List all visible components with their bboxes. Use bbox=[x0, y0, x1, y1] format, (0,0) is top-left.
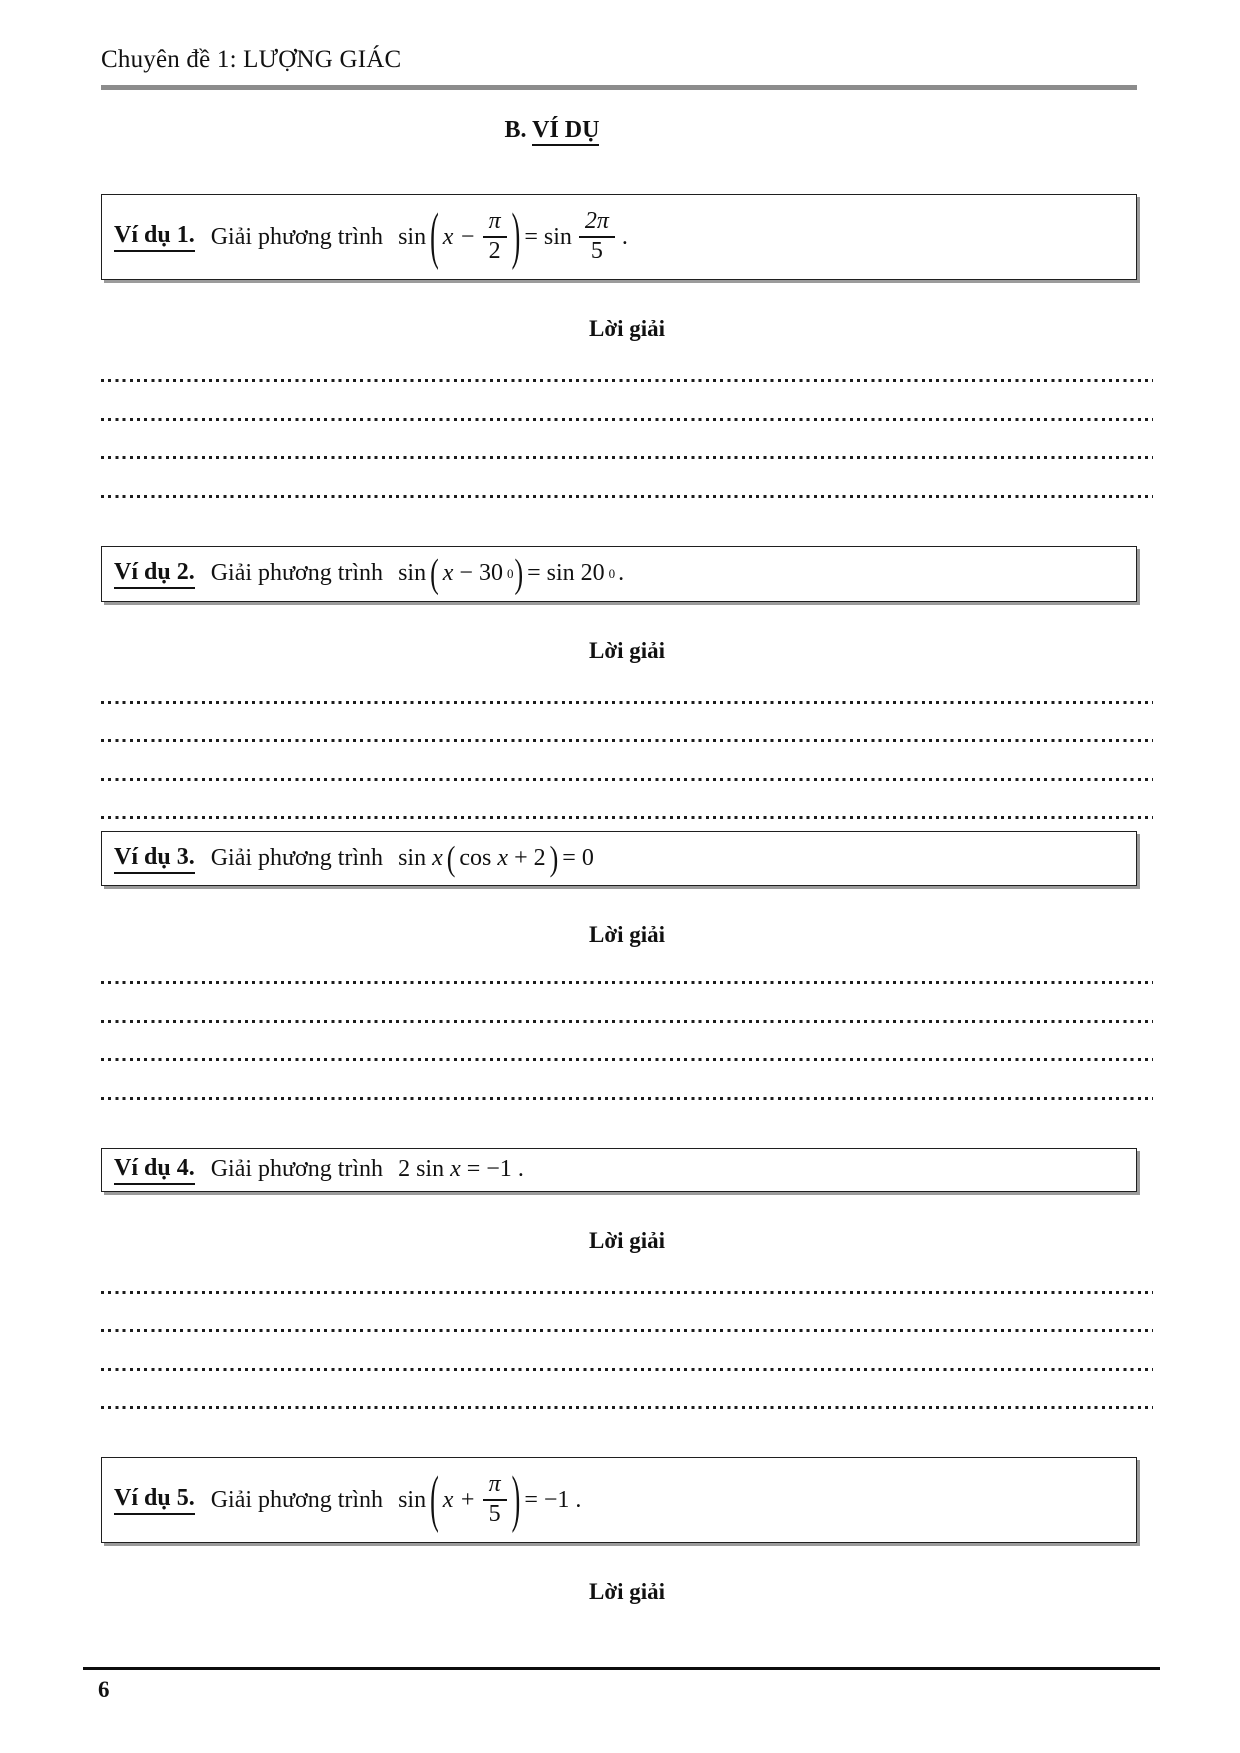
example-1-label: Ví dụ 1. bbox=[114, 222, 195, 252]
right-paren-icon: ) bbox=[511, 200, 521, 272]
example-2 bbox=[101, 546, 1153, 820]
formula-term: + 2 bbox=[514, 845, 546, 871]
period: . bbox=[575, 1486, 582, 1513]
left-paren-icon: ( bbox=[430, 200, 439, 272]
equals-sin: = sin bbox=[524, 223, 572, 250]
answer-lines bbox=[101, 981, 1153, 1100]
solution-label: Lời giải bbox=[589, 922, 665, 947]
answer-line bbox=[101, 1097, 1153, 1100]
fraction-numerator: 2π bbox=[584, 208, 609, 235]
answer-line bbox=[101, 495, 1153, 498]
example-4-label: Ví dụ 4. bbox=[114, 1155, 195, 1185]
left-paren-icon: ( bbox=[430, 1463, 439, 1535]
answer-line bbox=[101, 456, 1153, 459]
example-5-label: Ví dụ 5. bbox=[114, 1485, 195, 1515]
solution-label: Lời giải bbox=[589, 1227, 665, 1253]
page-number: 6 bbox=[98, 1676, 110, 1702]
left-paren-icon: ( bbox=[446, 838, 456, 878]
answer-line bbox=[101, 1329, 1153, 1332]
sin-function: sin bbox=[398, 845, 427, 871]
fraction-denominator: 5 bbox=[579, 236, 615, 265]
right-paren-icon: ) bbox=[514, 550, 524, 596]
example-5-prompt: Giải phương trình bbox=[210, 1486, 384, 1513]
answer-line bbox=[101, 739, 1153, 742]
equals-zero: = 0 bbox=[562, 845, 594, 871]
equals-term: = −1 bbox=[524, 1486, 570, 1513]
example-2-box bbox=[101, 546, 1137, 602]
answer-line bbox=[101, 701, 1153, 704]
example-5 bbox=[101, 1457, 1153, 1605]
fraction bbox=[483, 1472, 507, 1528]
solution-label: Lời giải bbox=[589, 1579, 665, 1604]
answer-line bbox=[101, 379, 1153, 382]
example-1-prompt: Giải phương trình bbox=[210, 223, 384, 250]
period: . bbox=[621, 223, 628, 250]
sin-function: sin bbox=[398, 1486, 427, 1513]
formula-argument: x bbox=[432, 845, 443, 871]
fraction-denominator: 5 bbox=[483, 1499, 507, 1528]
footer-rule bbox=[83, 1667, 1160, 1670]
answer-lines bbox=[101, 1291, 1153, 1410]
example-3-box bbox=[101, 831, 1137, 886]
right-paren-icon: ) bbox=[511, 1463, 521, 1535]
answer-line bbox=[101, 1368, 1153, 1371]
coefficient: 2 bbox=[398, 1156, 411, 1182]
document-header-title: Chuyên đề 1: LƯỢNG GIÁC bbox=[101, 46, 402, 73]
example-1-formula bbox=[395, 200, 631, 272]
formula-argument: x bbox=[450, 1156, 461, 1182]
answer-lines bbox=[101, 379, 1153, 498]
example-4 bbox=[101, 1148, 1153, 1410]
answer-line bbox=[101, 816, 1153, 819]
formula-argument: x bbox=[442, 560, 454, 586]
period: . bbox=[517, 1156, 524, 1182]
formula-argument: x + bbox=[442, 1486, 476, 1513]
right-paren-icon: ) bbox=[549, 838, 559, 878]
formula-term: − 30 bbox=[459, 560, 503, 586]
answer-line bbox=[101, 1406, 1153, 1409]
sin-function: sin bbox=[398, 560, 427, 586]
example-4-box bbox=[101, 1148, 1137, 1192]
section-heading bbox=[101, 117, 1153, 144]
example-3 bbox=[101, 831, 1153, 1100]
answer-lines bbox=[101, 701, 1153, 820]
formula-argument: x bbox=[497, 845, 509, 871]
fraction-denominator: 2 bbox=[483, 236, 507, 265]
example-5-formula bbox=[395, 1463, 584, 1535]
fraction bbox=[483, 209, 507, 265]
example-4-prompt: Giải phương trình bbox=[210, 1156, 384, 1182]
example-4-formula bbox=[395, 1156, 527, 1183]
example-1-box bbox=[101, 194, 1137, 280]
answer-line bbox=[101, 418, 1153, 421]
fraction-numerator: π bbox=[488, 208, 501, 235]
sin-function: sin bbox=[416, 1156, 445, 1182]
example-2-formula: sin ( x − 30 0 ) = sin 20 0 . bbox=[398, 550, 625, 596]
solution-label: Lời giải bbox=[589, 637, 665, 663]
example-1 bbox=[101, 194, 1153, 498]
formula-argument: x − bbox=[442, 223, 476, 250]
answer-line bbox=[101, 1058, 1153, 1061]
left-paren-icon: ( bbox=[430, 550, 439, 596]
example-2-label: Ví dụ 2. bbox=[114, 559, 195, 589]
example-3-label: Ví dụ 3. bbox=[114, 844, 195, 874]
answer-line bbox=[101, 778, 1153, 781]
answer-line bbox=[101, 1020, 1153, 1023]
page-footer bbox=[83, 1667, 1160, 1703]
solution-label: Lời giải bbox=[589, 316, 665, 341]
example-3-prompt: Giải phương trình bbox=[210, 845, 384, 871]
header-rule bbox=[101, 85, 1137, 90]
sin-function: sin bbox=[398, 223, 427, 250]
equals-sin: = sin 20 bbox=[527, 560, 605, 586]
cos-function: cos bbox=[459, 845, 492, 871]
example-5-box bbox=[101, 1457, 1137, 1543]
fraction bbox=[579, 209, 615, 265]
fraction-numerator: π bbox=[488, 1471, 501, 1498]
answer-line bbox=[101, 1291, 1153, 1294]
section-heading-prefix: B. bbox=[504, 117, 533, 143]
answer-line bbox=[101, 981, 1153, 984]
example-3-formula bbox=[395, 838, 597, 878]
example-2-prompt: Giải phương trình bbox=[210, 560, 384, 586]
section-heading-text: VÍ DỤ bbox=[532, 117, 599, 146]
equals-term: = −1 bbox=[466, 1156, 512, 1182]
period: . bbox=[618, 560, 625, 586]
